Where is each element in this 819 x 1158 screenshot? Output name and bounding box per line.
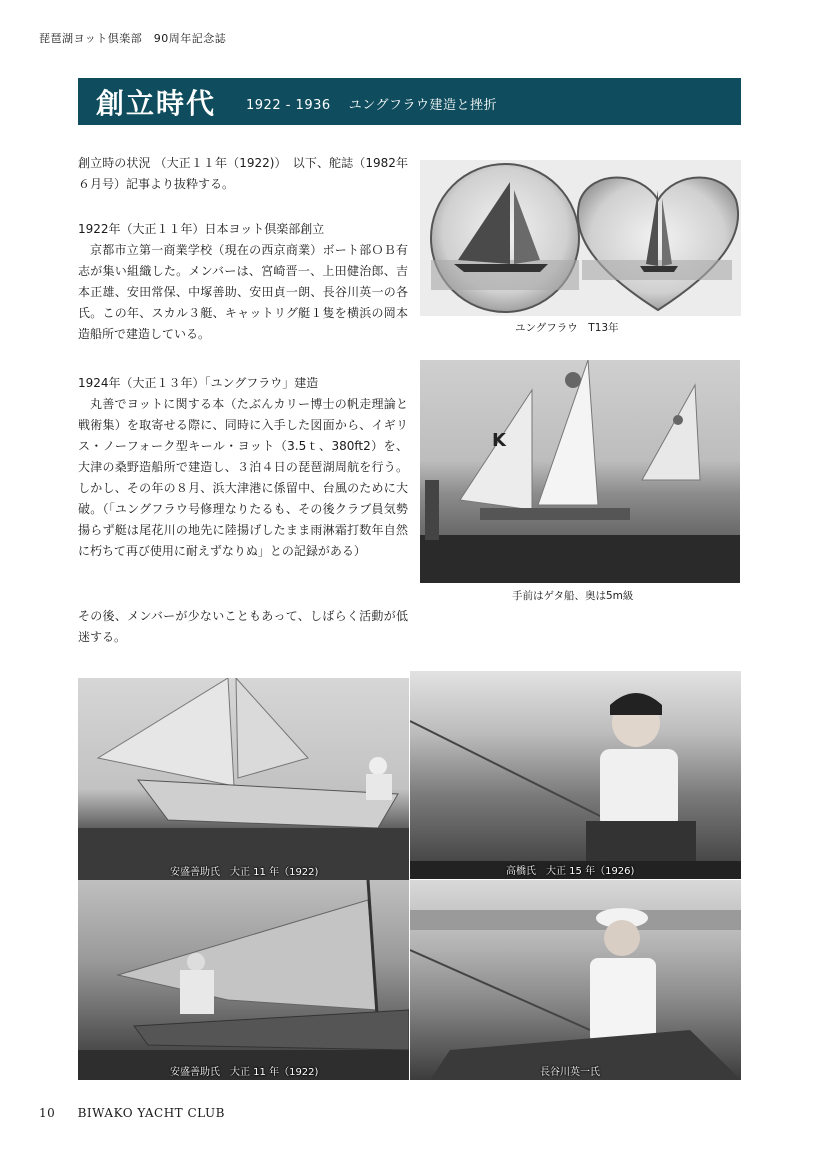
- paragraph-1924: [78, 373, 408, 562]
- page-footer: [39, 1106, 225, 1120]
- body-1924: 丸善でヨットに関する本（たぶんカリー博士の帆走理論と戦術集）を取寄せる際に、同時に入手した図面から、イギリス・ノーフォーク型キール・ヨット（3.5ｔ、380ft2）を、大津の桑野造船所で建造し、３泊４日の琵琶湖周航を行う。しかし、その年の８月、浜大津港に係留中、台風のために大破。（「ユングフラウ号修理なりたるも、その後クラブ員気勢揚らず艇は尾花川の地先に陸揚げしたまま雨淋霜打数年自然に朽ちて再び使用に耐えずなりぬ」との記録がある）: [78, 397, 408, 558]
- anmori-boat-2-image: [78, 880, 409, 1080]
- sailboats-harbor-image: [420, 360, 740, 583]
- caption-anmori-2: 安盛善助氏 大正 11 年（1922): [170, 1067, 319, 1078]
- photo-hasegawa: [410, 880, 741, 1080]
- photo-takahashi: [410, 671, 741, 879]
- paragraph-1922: [78, 219, 408, 345]
- caption-anmori-1: 安盛善助氏 大正 11 年（1922): [170, 867, 319, 878]
- anmori-boat-1-image: [78, 678, 409, 880]
- caption-hasegawa: 長谷川英一氏: [540, 1067, 600, 1078]
- section-banner: [78, 78, 741, 125]
- footer-club-name: BIWAKO YACHT CLUB: [77, 1106, 225, 1120]
- photo-anmori-boat-2: [78, 880, 409, 1080]
- page-number: 10: [39, 1106, 56, 1120]
- caption-takahashi: 高橋氏 大正 15 年（1926): [506, 866, 635, 877]
- caption-jungfrau: ユングフラウ T13年: [515, 322, 619, 334]
- paragraph-founding-status: 創立時の状況 （大正１１年（1922)） 以下、舵誌（1982年６月号）記事より抜粋する。: [78, 156, 408, 191]
- heading-1922: 1922年（大正１１年）日本ヨット倶楽部創立: [78, 222, 325, 236]
- takahashi-image: [410, 671, 741, 879]
- running-header: 琵琶湖ヨット倶楽部 90周年記念誌: [39, 32, 227, 45]
- paragraph-decline: その後、メンバーが少ないこともあって、しばらく活動が低迷する。: [78, 609, 408, 644]
- heading-1924: 1924年（大正１３年）「ユングフラウ」建造: [78, 376, 319, 390]
- photo-sailboats-harbor: [420, 360, 740, 583]
- section-subtitle: 1922 - 1936 ユングフラウ建造と挫折: [246, 98, 498, 113]
- hasegawa-image: [410, 880, 741, 1080]
- jungfrau-vignette-image: [420, 160, 741, 316]
- sail-letter: K: [492, 430, 506, 451]
- body-1922: 京都市立第一商業学校（現在の西京商業）ボート部ＯＢ有志が集い組織した。メンバーは、宮崎晋一、上田健治郎、吉本正雄、安田常保、中塚善助、安田貞一朗、長谷川英一の各氏。この年、スカル３艇、キャットリグ艇１隻を横浜の岡本造船所で建造している。: [78, 243, 408, 341]
- photo-anmori-boat-1: [78, 678, 409, 880]
- section-title: 創立時代: [96, 86, 217, 120]
- caption-harbor: 手前はゲタ船、奥は5m級: [512, 590, 634, 602]
- photo-jungfrau-vignettes: [420, 160, 741, 316]
